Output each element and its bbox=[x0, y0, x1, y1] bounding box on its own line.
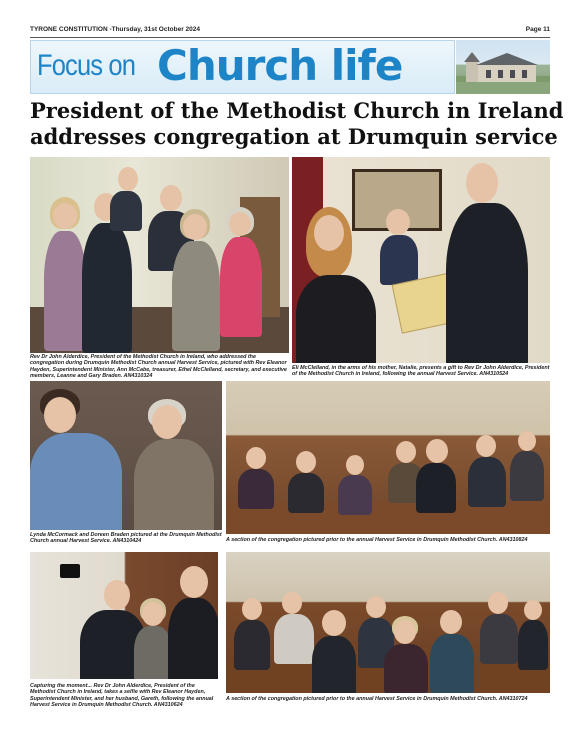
page-number: Page 11 bbox=[525, 26, 550, 33]
congregation-photo-2 bbox=[226, 552, 550, 693]
article-headline bbox=[30, 98, 564, 150]
two-women-caption: Lynda McCormack and Doreen Braden pictured at the Drumquin Methodist Church annual Harvest Service. AN4310424 bbox=[30, 532, 222, 545]
group-photo-caption: Rev Dr John Alderdice, President of the Methodist Church in Ireland, who addressed the congregation during Drumquin Methodist Church annual Harvest Service, pictured with Rev Eleanor Hayden, Superintendent Minister, Ann McCabe, treasurer, Ethel McClelland, secretary, and executive members, Leanne and Gary Braden. AN4310324 bbox=[30, 354, 287, 380]
selfie-caption: Capturing the moment... Rev Dr John Alderdice, President of the Methodist Church in Ireland, takes a selfie with Rev Eleanor Hayden, Superintendent Minister, and her husband, Gareth, following the annual Harvest Service in Drumquin Methodist Church. AN4310624 bbox=[30, 683, 214, 709]
headline-line-1: President of the Methodist Church in Ireland bbox=[30, 98, 564, 123]
church-building-photo bbox=[456, 40, 550, 94]
group-photo bbox=[30, 157, 289, 353]
headline-line-2: addresses congregation at Drumquin service bbox=[30, 124, 558, 149]
banner-focus-text: Focus on bbox=[37, 49, 136, 82]
phone-icon bbox=[60, 564, 80, 578]
banner-church-text: Church life bbox=[157, 41, 403, 90]
header-rule bbox=[30, 37, 550, 38]
church-illustration bbox=[456, 40, 550, 94]
two-women-photo bbox=[30, 381, 222, 530]
section-banner bbox=[30, 40, 455, 94]
publication-line: TYRONE CONSTITUTION -Thursday, 31st October 2024 bbox=[30, 26, 200, 33]
gift-photo-caption: Eli McClelland, in the arms of his mother, Natalie, presents a gift to Rev Dr John Alderdice, President of the Methodist Church in Ireland, following the annual Harvest Service. AN4310524 bbox=[292, 365, 550, 378]
congregation-caption-2: A section of the congregation pictured prior to the annual Harvest Service in Drumquin Methodist Church. AN4310724 bbox=[226, 696, 528, 702]
congregation-photo-1 bbox=[226, 381, 550, 534]
congregation-caption-1: A section of the congregation pictured prior to the annual Harvest Service in Drumquin Methodist Church. AN4310824 bbox=[226, 537, 528, 543]
page-header bbox=[30, 26, 550, 36]
gift-photo bbox=[292, 157, 550, 363]
selfie-photo bbox=[30, 552, 218, 679]
